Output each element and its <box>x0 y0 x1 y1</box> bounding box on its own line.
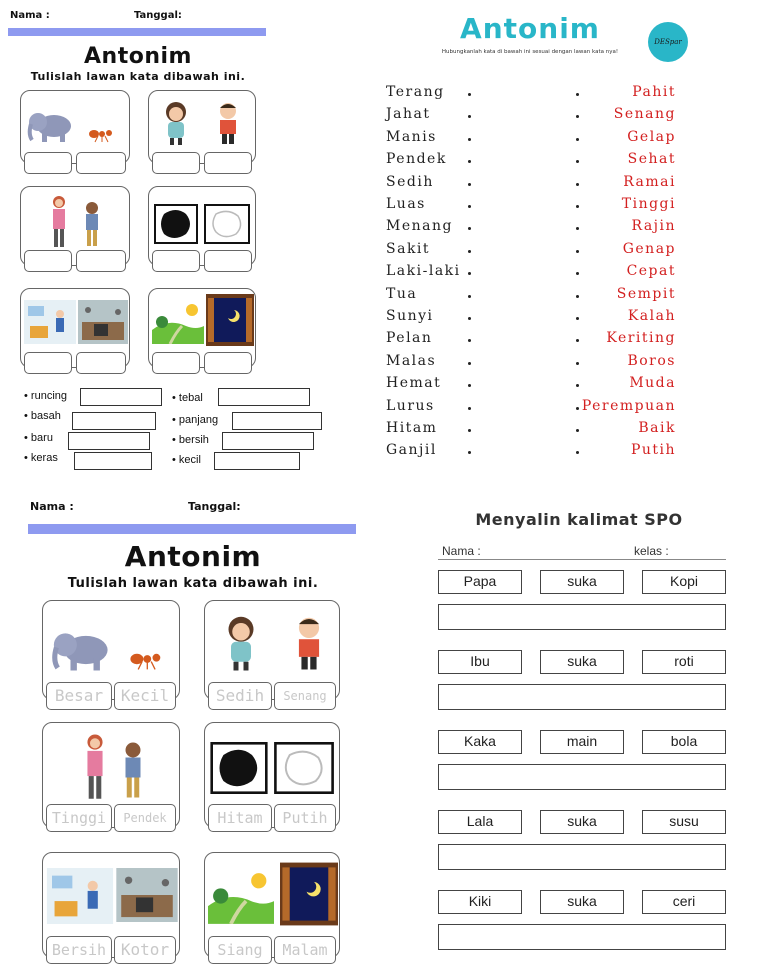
antonym-left-word: Malas <box>386 352 437 369</box>
page-title: Antonim <box>460 12 600 45</box>
spo-word-s: Lala <box>438 810 522 834</box>
spo-word-p: main <box>540 730 624 754</box>
tanggal-label: Tanggal: <box>188 500 241 513</box>
trace-word: Besar <box>54 686 104 705</box>
trace-slot[interactable] <box>274 936 336 964</box>
copy-sentence-box[interactable] <box>438 604 726 630</box>
connect-dot-left[interactable] <box>468 407 471 410</box>
spo-word-o: bola <box>642 730 726 754</box>
antonym-right-word: Perempuan <box>581 397 676 414</box>
spo-word-s: Ibu <box>438 650 522 674</box>
clean-room-icon <box>46 868 114 924</box>
instruction: Tulislah lawan kata dibawah ini. <box>30 70 246 83</box>
trace-word: Bersih <box>51 941 107 959</box>
connect-dot-left[interactable] <box>468 205 471 208</box>
list-item: • basah <box>24 410 61 422</box>
sheet-top-left <box>6 4 270 474</box>
happy-boy-icon <box>286 614 332 672</box>
spo-word-o: ceri <box>642 890 726 914</box>
answer-slot[interactable] <box>152 152 200 174</box>
nama-label: Nama : <box>442 544 481 558</box>
white-blot-icon <box>204 204 250 244</box>
antonym-right-word: Cepat <box>626 263 676 280</box>
antonym-left-word: Terang <box>386 84 445 100</box>
connect-dot-left[interactable] <box>468 317 471 320</box>
spo-word-p: suka <box>540 810 624 834</box>
connect-dot-left[interactable] <box>468 362 471 365</box>
antonym-left-word: Ganjil <box>386 442 437 459</box>
spo-word-p: suka <box>540 890 624 914</box>
crying-girl-icon <box>156 100 196 146</box>
tall-woman-icon <box>78 732 112 800</box>
trace-word: Tinggi <box>51 809 107 827</box>
happy-boy-icon <box>210 100 246 146</box>
answer-slot[interactable] <box>204 250 252 272</box>
trace-slot[interactable] <box>274 804 336 832</box>
antonym-right-word: Boros <box>627 352 676 369</box>
answer-box[interactable] <box>222 432 314 450</box>
white-blot-icon <box>274 742 334 794</box>
crying-girl-icon <box>216 614 266 672</box>
answer-slot[interactable] <box>24 250 72 272</box>
spo-word-s: Kaka <box>438 730 522 754</box>
connect-dot-left[interactable] <box>468 250 471 253</box>
antonym-right-word: Muda <box>629 375 676 392</box>
word: baru <box>30 432 53 444</box>
copy-sentence-box[interactable] <box>438 924 726 950</box>
name-line <box>438 559 726 560</box>
antonym-right-word: Gelap <box>627 128 676 145</box>
instruction: Tulislah lawan kata dibawah ini. <box>67 576 319 591</box>
nama-label: Nama : <box>30 500 74 513</box>
antonym-left-word: Pendek <box>386 151 447 168</box>
antonym-right-word: Pahit <box>632 84 676 100</box>
connect-dot-left[interactable] <box>468 429 471 432</box>
clean-room-icon <box>24 300 76 344</box>
night-window-icon <box>206 294 254 346</box>
word: basah <box>30 410 61 422</box>
page-title: Antonim <box>84 44 192 69</box>
night-window-icon <box>280 862 338 926</box>
antonym-left-word: Sakit <box>386 240 431 257</box>
word: runcing <box>30 390 67 402</box>
list-item: • baru <box>24 432 53 444</box>
sheet-bottom-right <box>424 504 734 956</box>
antonym-right-word: Ramai <box>623 173 676 190</box>
answer-slot[interactable] <box>76 152 126 174</box>
trace-word: Senang <box>283 689 327 703</box>
list-item: • runcing <box>24 390 67 402</box>
answer-box[interactable] <box>72 412 156 430</box>
answer-box[interactable] <box>68 432 150 450</box>
trace-slot[interactable] <box>208 682 272 710</box>
antonym-left-word: Jahat <box>386 106 431 123</box>
antonym-right-word: Rajin <box>631 218 676 235</box>
antonym-right-word: Kalah <box>627 308 676 324</box>
list-item: • panjang <box>172 414 219 426</box>
trace-slot[interactable] <box>46 682 112 710</box>
connect-dot-left[interactable] <box>468 384 471 387</box>
black-blot-icon <box>154 204 198 244</box>
ant-icon <box>86 124 116 144</box>
spo-word-o: Kopi <box>642 570 726 594</box>
black-blot-icon <box>210 742 268 794</box>
page-title: Menyalin kalimat SPO <box>475 510 683 529</box>
trace-word: Malam <box>282 941 328 959</box>
antonym-right-word: Baik <box>638 420 676 436</box>
antonym-left-word: Menang <box>386 218 453 235</box>
word: panjang <box>178 414 219 426</box>
sheet-top-right <box>370 4 700 474</box>
antonym-right-word: Senang <box>613 106 676 123</box>
trace-slot[interactable] <box>208 804 272 832</box>
antonym-left-word: Tua <box>386 285 418 302</box>
word: tebal <box>178 392 203 404</box>
answer-box[interactable] <box>74 452 152 470</box>
connect-dot-left[interactable] <box>468 93 471 96</box>
copy-sentence-box[interactable] <box>438 684 726 710</box>
connect-dot-left[interactable] <box>468 295 471 298</box>
answer-box[interactable] <box>80 388 162 406</box>
nama-label: Nama : <box>10 10 50 21</box>
trace-word: Pendek <box>123 811 167 825</box>
antonym-left-word: Hemat <box>386 375 442 392</box>
answer-slot[interactable] <box>204 152 252 174</box>
spo-word-o: roti <box>642 650 726 674</box>
trace-word: Kecil <box>120 686 170 705</box>
answer-slot[interactable] <box>76 250 126 272</box>
tall-woman-icon <box>46 194 72 248</box>
list-item: • bersih <box>172 434 209 446</box>
sheet-bottom-left <box>24 492 362 978</box>
antonym-left-word: Pelan <box>386 330 433 347</box>
answer-box[interactable] <box>214 452 300 470</box>
word: keras <box>30 452 58 464</box>
answer-slot[interactable] <box>204 352 252 374</box>
copy-sentence-box[interactable] <box>438 764 726 790</box>
connect-dot-left[interactable] <box>468 138 471 141</box>
tanggal-label: Tanggal: <box>134 10 182 21</box>
trace-slot[interactable] <box>208 936 272 964</box>
ant-icon <box>126 646 166 672</box>
page-title: Antonim <box>124 540 262 573</box>
answer-slot[interactable] <box>152 352 200 374</box>
trace-slot[interactable] <box>46 936 112 964</box>
antonym-left-word: Manis <box>386 128 437 145</box>
antonym-left-word: Hitam <box>386 420 438 436</box>
antonym-left-word: Luas <box>386 196 426 212</box>
connect-dot-left[interactable] <box>468 272 471 275</box>
subtitle: Hubungkanlah kata di bawah ini sesuai dengan lawan kata nya! <box>441 49 619 55</box>
antonym-left-word: Sedih <box>386 173 434 190</box>
elephant-icon <box>26 108 76 144</box>
antonym-right-word: Sehat <box>627 151 676 168</box>
spo-word-p: suka <box>540 650 624 674</box>
header-bar <box>28 524 356 534</box>
answer-box[interactable] <box>218 388 310 406</box>
antonym-right-word: Putih <box>630 442 676 459</box>
answer-box[interactable] <box>232 412 322 430</box>
connect-dot-left[interactable] <box>468 227 471 230</box>
short-boy-icon <box>118 740 148 800</box>
answer-slot[interactable] <box>152 250 200 272</box>
answer-slot[interactable] <box>24 152 72 174</box>
kelas-label: kelas : <box>634 544 669 558</box>
short-boy-icon <box>80 200 104 248</box>
trace-word: Siang <box>217 941 263 959</box>
trace-word: Kotor <box>120 940 170 959</box>
sunny-day-icon <box>208 868 274 924</box>
trace-slot[interactable] <box>114 804 176 832</box>
antonym-right-word: Tinggi <box>621 196 676 212</box>
logo <box>648 22 688 62</box>
dirty-kitchen-icon <box>78 300 128 344</box>
sunny-day-icon <box>152 300 204 344</box>
list-item: • kecil <box>172 454 201 466</box>
answer-slot[interactable] <box>76 352 126 374</box>
spo-word-o: susu <box>642 810 726 834</box>
antonym-left-word: Sunyi <box>386 308 434 324</box>
logo-text: DESpar <box>654 38 682 46</box>
answer-slot[interactable] <box>24 352 72 374</box>
antonym-left-word: Lurus <box>386 397 435 414</box>
antonym-right-word: Genap <box>622 240 676 257</box>
trace-word: Sedih <box>215 686 265 705</box>
list-item: • keras <box>24 452 58 464</box>
spo-word-p: suka <box>540 570 624 594</box>
copy-sentence-box[interactable] <box>438 844 726 870</box>
spo-word-s: Kiki <box>438 890 522 914</box>
connect-dot-left[interactable] <box>468 339 471 342</box>
trace-slot[interactable] <box>46 804 112 832</box>
trace-word: Putih <box>282 809 328 827</box>
word: bersih <box>178 434 209 446</box>
trace-slot[interactable] <box>274 682 336 710</box>
list-item: • tebal <box>172 392 203 404</box>
antonym-right-word: Keriting <box>606 330 676 347</box>
word: kecil <box>178 454 201 466</box>
antonym-right-word: Sempit <box>616 285 676 302</box>
trace-word: Hitam <box>217 809 263 827</box>
connect-dot-left[interactable] <box>468 451 471 454</box>
antonym-left-word: Laki-laki <box>386 263 461 280</box>
elephant-icon <box>50 626 114 674</box>
header-bar <box>8 28 266 36</box>
connect-dot-left[interactable] <box>468 115 471 118</box>
trace-slot[interactable] <box>114 936 176 964</box>
spo-word-s: Papa <box>438 570 522 594</box>
trace-slot[interactable] <box>114 682 176 710</box>
connect-dot-left[interactable] <box>468 160 471 163</box>
connect-dot-left[interactable] <box>468 183 471 186</box>
dirty-kitchen-icon <box>116 868 178 922</box>
